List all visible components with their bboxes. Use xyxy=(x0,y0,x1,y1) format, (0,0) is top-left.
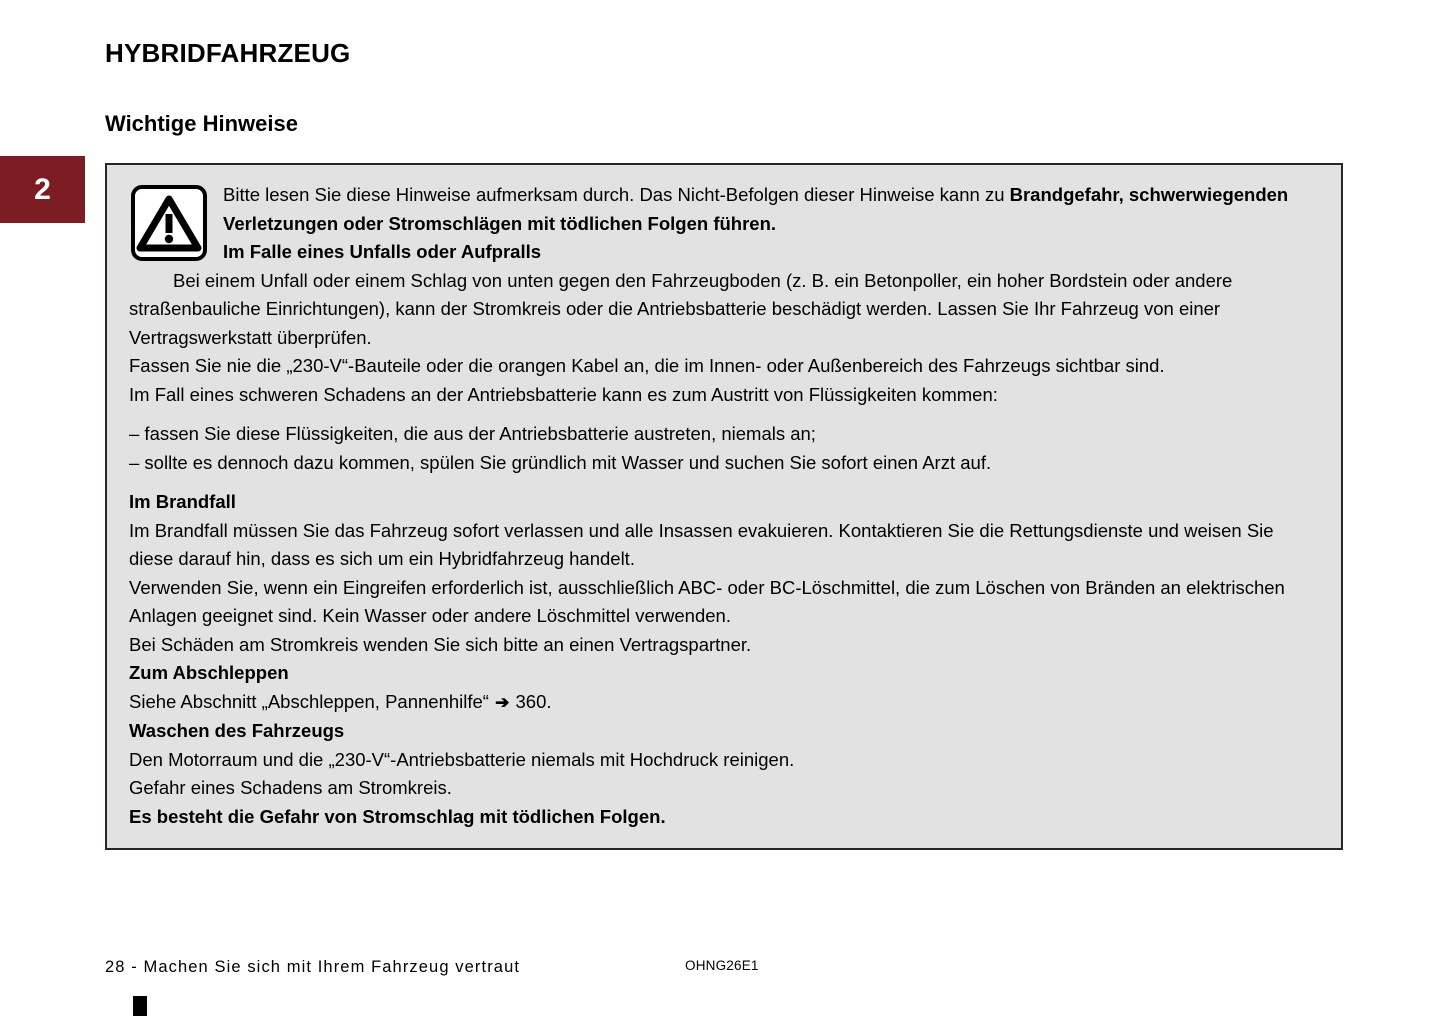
arrow-right-icon: ➔ xyxy=(495,692,510,712)
footer-document-code: OHNG26E1 xyxy=(685,958,759,973)
list-item-fluessigkeiten-2: – sollte es dennoch dazu kommen, spülen Sie gründlich mit Wasser und suchen Sie sofort einen Arzt auf. xyxy=(129,451,992,473)
warning-box xyxy=(105,163,1343,850)
section-heading-waschen: Waschen des Fahrzeugs xyxy=(129,720,345,741)
footer-page-label: 28 - Machen Sie sich mit Ihrem Fahrzeug vertraut xyxy=(105,958,521,976)
section-paragraph-unfall-1: Bei einem Unfall oder einem Schlag von unten gegen den Fahrzeugboden (z. B. ein Betonpoller, ein hoher Bordstein oder andere straßenbauliche Einrichtungen), kann der Stromkreis oder die Antriebsbatterie beschädigt werden. Lassen Sie Ihr Fahrzeug von einer Vertragswerkstatt überprüfen. xyxy=(129,269,1233,348)
section-paragraph-brandfall-3: Bei Schäden am Stromkreis wenden Sie sich bitte an einen Vertragspartner. xyxy=(129,633,752,655)
section-paragraph-waschen-2: Gefahr eines Schadens am Stromkreis. xyxy=(129,777,452,798)
section-paragraph-brandfall-2: Verwenden Sie, wenn ein Eingreifen erforderlich ist, ausschließlich ABC- oder BC-Löschmittel, die zum Löschen von Bränden an elektrischen Anlagen geeignet sind. Kein Wasser oder andere Löschmittel verwenden. xyxy=(129,576,1285,626)
reference-text: Siehe Abschnitt „Abschleppen, Pannenhilfe“ xyxy=(129,690,495,712)
warning-intro-bold: Brandgefahr, schwerwiegenden Verletzungen oder Stromschlägen mit tödlichen Folgen führen. xyxy=(223,184,1289,234)
page-title: HYBRIDFAHRZEUG xyxy=(105,38,351,68)
section-paragraph-unfall-2: Fassen Sie nie die „230-V“-Bauteile oder die orangen Kabel an, die im Innen- oder Außenbereich des Fahrzeugs sichtbar sind. xyxy=(129,355,1165,376)
section-heading-brandfall: Im Brandfall xyxy=(129,491,236,512)
chapter-number-label: 2 xyxy=(34,172,51,206)
section-title: Wichtige Hinweise xyxy=(105,111,298,136)
chapter-number-tab xyxy=(0,156,85,223)
section-reference-abschleppen xyxy=(129,688,1319,718)
section-heading-unfall: Im Falle eines Unfalls oder Aufpralls xyxy=(223,241,542,262)
section-paragraph-waschen-1: Den Motorraum und die „230-V“-Antriebsbatterie niemals mit Hochdruck reinigen. xyxy=(129,748,795,770)
footer-mark xyxy=(133,996,147,1016)
list-item-fluessigkeiten-1: – fassen Sie diese Flüssigkeiten, die aus der Antriebsbatterie austreten, niemals an; xyxy=(129,423,816,444)
warning-intro-regular: Bitte lesen Sie diese Hinweise aufmerksam durch. Das Nicht-Befolgen dieser Hinweise kann zu xyxy=(223,184,1010,205)
warning-triangle-icon xyxy=(131,185,207,261)
section-heading-abschleppen: Zum Abschleppen xyxy=(129,662,289,683)
warning-box-content xyxy=(107,165,1341,831)
warning-intro-paragraph xyxy=(129,181,1319,238)
warning-closing-bold: Es besteht die Gefahr von Stromschlag mit tödlichen Folgen. xyxy=(129,805,666,827)
reference-page-number: 360. xyxy=(510,690,552,712)
section-paragraph-brandfall-1: Im Brandfall müssen Sie das Fahrzeug sofort verlassen und alle Insassen evakuieren. Kontaktieren Sie die Rettungsdienste und weisen Sie diese darauf hin, dass es sich um ein Hybridfahrzeug handelt. xyxy=(129,519,1274,569)
section-paragraph-unfall-3: Im Fall eines schweren Schadens an der Antriebsbatterie kann es zum Austritt von Flüssigkeiten kommen: xyxy=(129,383,998,405)
